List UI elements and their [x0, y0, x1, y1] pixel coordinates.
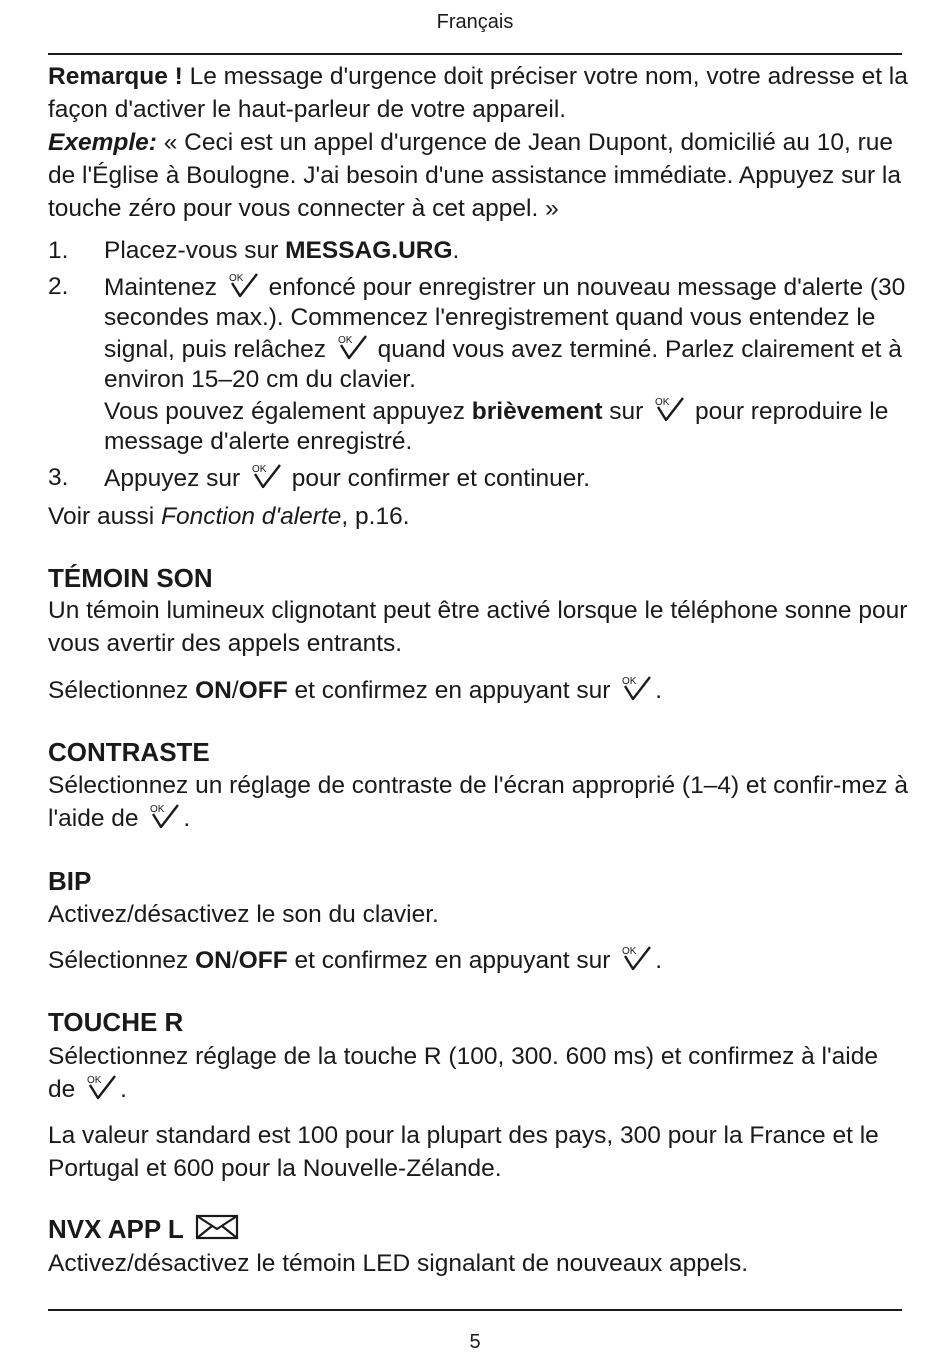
instruction-text: .	[655, 677, 663, 704]
option-off: OFF	[238, 947, 288, 974]
option-separator: /	[231, 947, 239, 974]
instruction-text: .	[183, 805, 191, 832]
svg-text:OK: OK	[337, 334, 353, 346]
ok-check-icon	[249, 463, 283, 489]
instruction-text: Sélectionnez réglage de la touche R (100, 300. 600 ms) et confirmez à l'aide de	[48, 1043, 878, 1103]
page-header-language: Français	[436, 11, 514, 33]
touche-r-note: La valeur standard est 100 pour la plupart des pays, 300 pour la France et le Portugal et 600 pour la Nouvelle-Zélande.	[48, 1122, 879, 1182]
instruction-text: Sélectionnez	[48, 947, 196, 974]
bip-instruction	[48, 944, 908, 977]
list-item	[48, 463, 908, 495]
ok-check-icon	[619, 675, 653, 701]
instruction-text: Sélectionnez un réglage de contraste de l'écran approprié (1–4) et confir-mez à l'aide de	[48, 772, 908, 832]
step-text: sur	[602, 397, 651, 425]
instruction-text: et confirmez en appuyant sur	[287, 677, 618, 704]
step-number: 1.	[48, 237, 69, 264]
example-text: « Ceci est un appel d'urgence de Jean Dupont, domicilié au 10, rue de l'Église à Boulogne. J'ai besoin d'une assistance immédiate. Appuyez sur la touche zéro pour vous connecter à cet appel. »	[48, 129, 901, 222]
svg-text:OK: OK	[622, 676, 637, 687]
instruction-text: .	[120, 1076, 127, 1103]
touche-r-instruction	[48, 1040, 908, 1106]
section-title-touche-r: TOUCHE R	[48, 1007, 184, 1037]
section-title-bip: BIP	[48, 866, 92, 896]
step-text: quand vous avez terminé. Parlez clairement et à environ 15–20 cm du clavier.	[104, 335, 902, 393]
step-number: 2.	[48, 272, 69, 300]
contraste-description	[48, 769, 908, 835]
section-title-nvx-app	[48, 1213, 239, 1245]
svg-text:OK: OK	[622, 946, 637, 957]
section-title-temoin-son: TÉMOIN SON	[48, 563, 213, 593]
instruction-text: .	[655, 947, 663, 974]
menu-name: MESSAG.URG	[285, 237, 453, 264]
svg-text:OK: OK	[252, 463, 267, 475]
see-also-text: Voir aussi	[48, 503, 162, 530]
option-on: ON	[195, 947, 232, 974]
step-text: enfoncé pour enregistrer un nouveau message d'alerte (30 secondes max.). Commencez l'enregistrement quand vous entendez le signal, puis relâchez	[104, 273, 906, 363]
option-separator: /	[231, 677, 239, 704]
svg-text:OK: OK	[150, 804, 165, 815]
section-title-contraste: CONTRASTE	[48, 737, 210, 767]
step-text: pour reproduire le message d'alerte enregistré.	[104, 397, 889, 455]
see-also-link: Fonction d'alerte	[161, 503, 342, 530]
ok-check-icon	[84, 1074, 118, 1100]
list-item	[48, 272, 908, 458]
list-item	[48, 236, 908, 267]
section-title-text: NVX APP L	[48, 1214, 184, 1244]
step-text: pour confirmer et continuer.	[285, 464, 591, 492]
bip-description: Activez/désactivez le son du clavier.	[48, 901, 439, 928]
svg-text:OK: OK	[228, 272, 244, 284]
envelope-icon	[195, 1214, 239, 1240]
ok-check-icon	[226, 272, 260, 298]
nvx-app-description: Activez/désactivez le témoin LED signalant de nouveaux appels.	[48, 1250, 749, 1277]
see-also	[48, 500, 908, 533]
svg-text:OK: OK	[655, 396, 670, 408]
header-rule	[48, 53, 902, 55]
see-also-text: , p.16.	[341, 503, 410, 530]
temoin-son-instruction	[48, 674, 908, 707]
step-number: 3.	[48, 463, 69, 491]
step-text: Appuyez sur	[104, 464, 247, 492]
note-paragraph	[48, 60, 908, 225]
ok-check-icon	[335, 334, 369, 360]
note-text: Le message d'urgence doit préciser votre nom, votre adresse et la façon d'activer le haut-parleur de votre appareil.	[48, 63, 908, 123]
page-number: 5	[469, 1331, 481, 1353]
ok-check-icon	[619, 945, 653, 971]
ok-check-icon	[652, 396, 686, 422]
step-text: Placez-vous sur	[104, 237, 286, 264]
option-off: OFF	[238, 677, 288, 704]
footer-rule	[48, 1309, 902, 1311]
step-text: .	[452, 237, 460, 264]
instruction-text: Sélectionnez	[48, 677, 196, 704]
option-on: ON	[195, 677, 232, 704]
step-emphasis: brièvement	[471, 397, 603, 425]
note-label: Remarque !	[48, 63, 183, 90]
example-label: Exemple:	[48, 129, 157, 156]
ok-check-icon	[147, 803, 181, 829]
step-text: Vous pouvez également appuyez	[104, 397, 472, 425]
svg-text:OK: OK	[87, 1075, 102, 1086]
steps-list	[48, 236, 908, 499]
step-text: Maintenez	[104, 273, 224, 301]
instruction-text: et confirmez en appuyant sur	[287, 947, 618, 974]
temoin-son-description: Un témoin lumineux clignotant peut être activé lorsque le téléphone sonne pour vous avertir des appels entrants.	[48, 597, 908, 657]
